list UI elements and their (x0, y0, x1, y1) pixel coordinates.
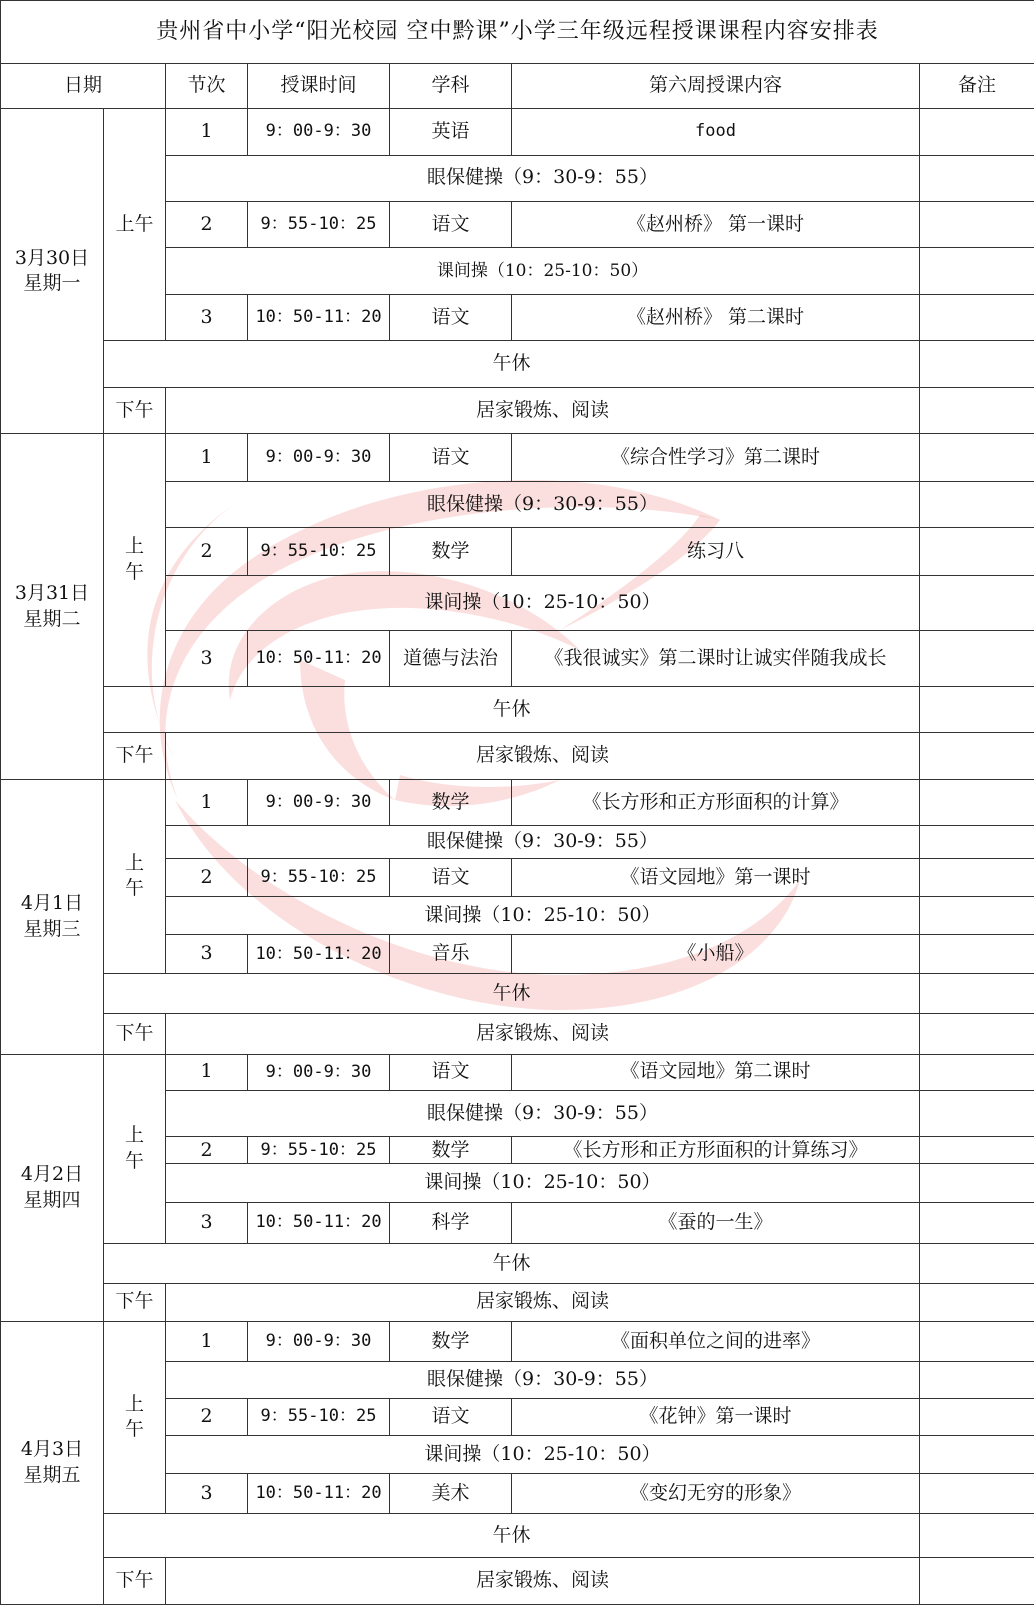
date-label: 4月3日 (20, 1438, 84, 1461)
lesson-no: 2 (166, 528, 248, 575)
lesson-content: 《长方形和正方形面积的计算》 (512, 779, 920, 825)
lesson-time: 10：50-11：20 (248, 294, 390, 340)
notes-cell (920, 1164, 1034, 1202)
header-subject: 学科 (390, 63, 512, 108)
header-content: 第六周授课内容 (512, 63, 920, 108)
lesson-content: 《语文园地》第二课时 (512, 1054, 920, 1090)
lesson-no: 2 (166, 858, 248, 896)
lesson-no: 3 (166, 294, 248, 340)
table-row (1, 1244, 1034, 1283)
lesson-time: 9：00-9：30 (248, 109, 390, 155)
notes-cell (920, 109, 1034, 155)
lesson-time: 9：55-10：25 (248, 1398, 390, 1435)
lesson-subject: 语文 (390, 434, 512, 481)
header-period: 节次 (166, 63, 248, 108)
lesson-subject: 科学 (390, 1202, 512, 1243)
lunch-break: 午休 (104, 341, 920, 387)
lesson-no: 1 (166, 1321, 248, 1361)
lesson-no: 1 (166, 779, 248, 825)
lesson-content: 《我很诚实》第二课时让诚实伴随我成长 (512, 631, 920, 687)
lesson-no: 3 (166, 1202, 248, 1243)
notes-cell (920, 434, 1034, 481)
lesson-time: 10：50-11：20 (248, 935, 390, 973)
lesson-subject: 数学 (390, 528, 512, 575)
table-row (1, 973, 1034, 1013)
lunch-break: 午休 (104, 1513, 920, 1557)
break-exercise: 课间操（10：25-10：50） (166, 248, 920, 294)
table-row (1, 1283, 1034, 1321)
table-row (1, 341, 1034, 387)
lesson-time: 9：00-9：30 (248, 434, 390, 481)
notes-cell (920, 248, 1034, 294)
afternoon-activity: 居家锻炼、阅读 (166, 1014, 920, 1054)
table-row (1, 779, 1034, 825)
lesson-subject: 语文 (390, 1054, 512, 1090)
lesson-content: food (512, 109, 920, 155)
table-row (1, 1513, 1034, 1557)
date-cell (1, 779, 104, 1054)
afternoon-label: 下午 (104, 1558, 166, 1605)
break-exercise: 课间操（10：25-10：50） (166, 575, 920, 631)
morning-label: 上午 (104, 109, 166, 341)
break-exercise: 课间操（10：25-10：50） (166, 1436, 920, 1474)
lesson-content: 《花钟》第一课时 (512, 1398, 920, 1435)
lesson-time: 9：55-10：25 (248, 202, 390, 248)
table-row (1, 733, 1034, 779)
weekday-label: 星期三 (23, 917, 81, 940)
lesson-time: 9：00-9：30 (248, 779, 390, 825)
header-row (1, 63, 1034, 108)
lesson-subject: 语文 (390, 202, 512, 248)
afternoon-label: 下午 (104, 733, 166, 779)
lesson-subject: 语文 (390, 858, 512, 896)
notes-cell (920, 1362, 1034, 1398)
lesson-no: 1 (166, 109, 248, 155)
table-row (1, 1054, 1034, 1090)
lesson-subject: 美术 (390, 1474, 512, 1513)
notes-cell (920, 858, 1034, 896)
lesson-subject: 道德与法治 (390, 631, 512, 687)
weekday-label: 星期一 (23, 272, 81, 295)
break-exercise: 课间操（10：25-10：50） (166, 1164, 920, 1202)
lesson-no: 2 (166, 202, 248, 248)
table-row (1, 686, 1034, 732)
eye-exercise: 眼保健操（9：30-9：55） (166, 155, 920, 201)
lesson-time: 10：50-11：20 (248, 1474, 390, 1513)
table-row (1, 434, 1034, 481)
notes-cell (920, 202, 1034, 248)
notes-cell (920, 973, 1034, 1013)
notes-cell (920, 1474, 1034, 1513)
notes-cell (920, 779, 1034, 825)
date-label: 3月30日 (14, 246, 90, 269)
notes-cell (920, 1014, 1034, 1054)
notes-cell (920, 1283, 1034, 1321)
morning-label-stacked: 上 午 (104, 1321, 166, 1513)
lesson-subject: 数学 (390, 779, 512, 825)
notes-cell (920, 826, 1034, 858)
afternoon-label: 下午 (104, 387, 166, 433)
header-notes: 备注 (920, 63, 1034, 108)
afternoon-activity: 居家锻炼、阅读 (166, 1558, 920, 1605)
eye-exercise: 眼保健操（9：30-9：55） (166, 826, 920, 858)
lesson-content: 《蚕的一生》 (512, 1202, 920, 1243)
morning-label-stacked: 上 午 (104, 434, 166, 687)
lesson-time: 10：50-11：20 (248, 1202, 390, 1243)
afternoon-label: 下午 (104, 1283, 166, 1321)
table-row (1, 109, 1034, 155)
lesson-subject: 语文 (390, 294, 512, 340)
header-date: 日期 (1, 63, 166, 108)
notes-cell (920, 387, 1034, 433)
notes-cell (920, 1398, 1034, 1435)
date-label: 4月1日 (20, 892, 84, 915)
notes-cell (920, 1321, 1034, 1361)
lesson-no: 3 (166, 1474, 248, 1513)
notes-cell (920, 1090, 1034, 1136)
lesson-content: 《赵州桥》 第二课时 (512, 294, 920, 340)
lesson-subject: 数学 (390, 1137, 512, 1164)
lesson-time: 10：50-11：20 (248, 631, 390, 687)
notes-cell (920, 1202, 1034, 1243)
lesson-content: 《面积单位之间的进率》 (512, 1321, 920, 1361)
lesson-no: 3 (166, 631, 248, 687)
table-row (1, 1558, 1034, 1605)
eye-exercise: 眼保健操（9：30-9：55） (166, 1090, 920, 1136)
lesson-content: 《综合性学习》第二课时 (512, 434, 920, 481)
notes-cell (920, 897, 1034, 935)
lesson-content: 练习八 (512, 528, 920, 575)
lesson-content: 《赵州桥》 第一课时 (512, 202, 920, 248)
morning-label-stacked: 上 午 (104, 779, 166, 973)
lesson-no: 2 (166, 1137, 248, 1164)
lesson-time: 9：55-10：25 (248, 528, 390, 575)
notes-cell (920, 1054, 1034, 1090)
afternoon-activity: 居家锻炼、阅读 (166, 1283, 920, 1321)
eye-exercise: 眼保健操（9：30-9：55） (166, 481, 920, 527)
header-time: 授课时间 (248, 63, 390, 108)
notes-cell (920, 341, 1034, 387)
lunch-break: 午休 (104, 1244, 920, 1283)
notes-cell (920, 528, 1034, 575)
date-label: 4月2日 (20, 1163, 84, 1186)
notes-cell (920, 294, 1034, 340)
notes-cell (920, 733, 1034, 779)
table-row (1, 1321, 1034, 1361)
lesson-content: 《语文园地》第一课时 (512, 858, 920, 896)
notes-cell (920, 1558, 1034, 1605)
afternoon-label: 下午 (104, 1014, 166, 1054)
lesson-content: 《长方形和正方形面积的计算练习》 (512, 1137, 920, 1164)
date-cell (1, 1321, 104, 1604)
lesson-no: 3 (166, 935, 248, 973)
break-exercise: 课间操（10：25-10：50） (166, 897, 920, 935)
page-title: 贵州省中小学“阳光校园 空中黔课”小学三年级远程授课课程内容安排表 (1, 1, 1034, 64)
lesson-subject: 数学 (390, 1321, 512, 1361)
notes-cell (920, 1137, 1034, 1164)
date-label: 3月31日 (14, 581, 90, 604)
notes-cell (920, 686, 1034, 732)
table-row (1, 1014, 1034, 1054)
date-cell (1, 1054, 104, 1321)
notes-cell (920, 155, 1034, 201)
notes-cell (920, 481, 1034, 527)
lesson-no: 2 (166, 1398, 248, 1435)
notes-cell (920, 631, 1034, 687)
lunch-break: 午休 (104, 686, 920, 732)
lesson-time: 9：00-9：30 (248, 1321, 390, 1361)
date-cell (1, 109, 104, 434)
lesson-content: 《变幻无穷的形象》 (512, 1474, 920, 1513)
afternoon-activity: 居家锻炼、阅读 (166, 733, 920, 779)
notes-cell (920, 1244, 1034, 1283)
notes-cell (920, 1513, 1034, 1557)
morning-label-stacked: 上 午 (104, 1054, 166, 1244)
date-cell (1, 434, 104, 779)
lesson-subject: 音乐 (390, 935, 512, 973)
lunch-break: 午休 (104, 973, 920, 1013)
afternoon-activity: 居家锻炼、阅读 (166, 387, 920, 433)
notes-cell (920, 1436, 1034, 1474)
lesson-subject: 英语 (390, 109, 512, 155)
eye-exercise: 眼保健操（9：30-9：55） (166, 1362, 920, 1398)
lesson-time: 9：55-10：25 (248, 858, 390, 896)
lesson-no: 1 (166, 1054, 248, 1090)
lesson-time: 9：55-10：25 (248, 1137, 390, 1164)
lesson-subject: 语文 (390, 1398, 512, 1435)
notes-cell (920, 935, 1034, 973)
table-row (1, 387, 1034, 433)
lesson-no: 1 (166, 434, 248, 481)
lesson-time: 9：00-9：30 (248, 1054, 390, 1090)
weekday-label: 星期五 (23, 1463, 81, 1486)
weekday-label: 星期四 (23, 1188, 81, 1211)
lesson-content: 《小船》 (512, 935, 920, 973)
notes-cell (920, 575, 1034, 631)
weekday-label: 星期二 (23, 607, 81, 630)
